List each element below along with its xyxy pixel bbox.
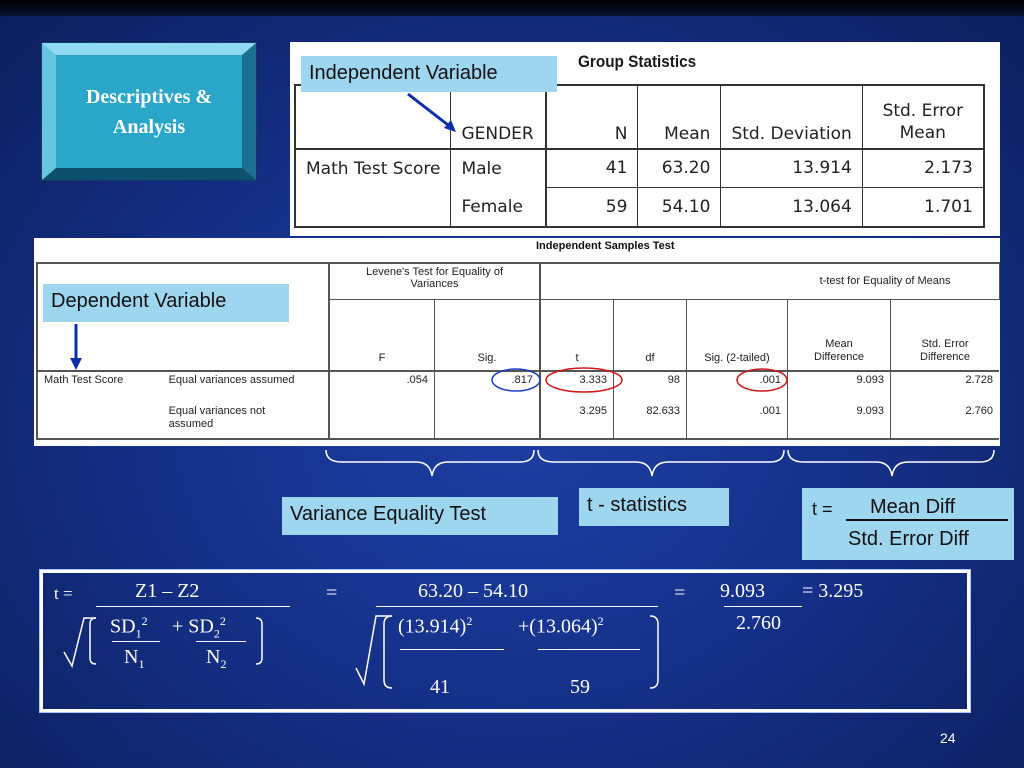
sd1-text: SD (110, 615, 136, 638)
sig-cell (435, 405, 541, 439)
header-mean-difference (788, 299, 891, 371)
f-cell: .054 (329, 371, 435, 405)
slide-title-box (41, 42, 257, 181)
gender-cell: Male (451, 149, 547, 187)
header-f: F (329, 299, 435, 371)
dependent-variable-callout: Dependent Variable (43, 284, 289, 322)
fraction-line (846, 519, 1008, 521)
f-cell (329, 405, 435, 439)
var1-sup: 2 (466, 614, 473, 628)
mean-cell: 54.10 (638, 187, 721, 227)
t-cell: 3.295 (540, 405, 614, 439)
independent-variable-arrow-icon (400, 88, 462, 138)
t-statistics-callout: t - statistics (579, 488, 729, 526)
independent-variable-callout: Independent Variable (301, 56, 557, 92)
header-df: df (614, 299, 687, 371)
ttest-header: t-test for Equality of Means (540, 263, 999, 299)
formula-n1-value: 41 (430, 676, 450, 698)
row-label: Math Test Score (37, 371, 163, 405)
sig-circle (492, 369, 540, 391)
n2-text: N (206, 646, 221, 668)
variance-equality-callout: Variance Equality Test (282, 497, 558, 535)
braces (320, 444, 1010, 494)
header-t: t (540, 299, 614, 371)
header-std-error-difference (891, 299, 1000, 371)
formula-result-denominator: 2.760 (736, 612, 781, 634)
sig2-circle (737, 369, 787, 391)
sd-cell: 13.064 (721, 187, 862, 227)
sd2-sup: 2 (219, 614, 226, 628)
n-cell: 41 (546, 149, 638, 187)
formula-eq-1: = (326, 582, 338, 604)
header-n: N (546, 85, 638, 149)
se-cell: 1.701 (862, 187, 984, 227)
t-circle (546, 368, 622, 392)
table-row (37, 405, 999, 439)
mean-cell: 63.20 (638, 149, 721, 187)
header-gender: GENDER (451, 85, 547, 149)
n2-sub: 2 (220, 657, 227, 671)
levene-header (329, 263, 540, 299)
t-cell: 3.333 (540, 371, 614, 405)
formula-z-numerator: Z1 – Z2 (135, 580, 200, 602)
fraction-line (724, 606, 802, 607)
mean-diff-label: Mean Diff (870, 496, 956, 518)
variance-label-cell (163, 371, 329, 405)
fraction-line (376, 606, 658, 607)
n1-text: N (124, 646, 139, 668)
std-error-diff-label: Std. Error Diff (848, 528, 969, 550)
sd-cell: 13.914 (721, 149, 862, 187)
formula-eq-2: = (674, 582, 686, 604)
formula-result: = 3.295 (802, 580, 864, 602)
header-mean: Mean (638, 85, 721, 149)
top-bar (0, 0, 1024, 16)
sd1-sup: 2 (141, 614, 148, 628)
slide-title: Descriptives & Analysis (56, 55, 242, 168)
group-statistics-table (294, 84, 985, 228)
header-sig: Sig. (435, 299, 541, 371)
highlight-circles (490, 366, 790, 396)
page-number: 24 (940, 730, 956, 746)
sqrt-bracket-left (60, 610, 270, 672)
header-std-error-difference-text: Std. Error Difference (920, 338, 970, 363)
brace-mean-diff (788, 450, 994, 476)
header-std-error-mean (862, 85, 984, 149)
sed-cell: 2.760 (891, 405, 1000, 439)
df-cell: 98 (614, 371, 687, 405)
sqrt-bracket-right (352, 610, 672, 694)
sd1-sub: 1 (135, 626, 142, 641)
levene-header-text: Levene's Test for Equality of Variances (365, 266, 504, 290)
table-row (295, 149, 984, 187)
sd2-sub: 2 (213, 626, 220, 641)
sig-cell: .817 (435, 371, 541, 405)
sig2-cell: .001 (687, 405, 788, 439)
var2-sup: 2 (597, 614, 604, 628)
fraction-line (96, 606, 290, 607)
variance-label-cell (163, 405, 329, 439)
df-cell: 82.633 (614, 405, 687, 439)
group-statistics-title: Group Statistics (578, 52, 697, 71)
n1-sub: 1 (138, 657, 145, 671)
table-row (295, 85, 984, 149)
table-cell (295, 187, 451, 227)
md-cell: 9.093 (788, 371, 891, 405)
sd2-text: + SD (172, 615, 214, 638)
se-cell: 2.173 (862, 149, 984, 187)
variance-label: Equal variances assumed (168, 374, 295, 386)
t-formula-callout (802, 488, 1014, 560)
row-label: Math Test Score (295, 149, 451, 187)
brace-variance (326, 450, 534, 476)
formula-n2-value: 59 (570, 676, 590, 698)
var1-text: (13.914) (398, 615, 467, 638)
gender-cell: Female (451, 187, 547, 227)
brace-t (538, 450, 784, 476)
t-eq-label: t = (812, 499, 833, 519)
table-row (295, 187, 984, 227)
header-std-deviation: Std. Deviation (721, 85, 862, 149)
header-mean-difference-text: Mean Difference (814, 338, 864, 363)
sig2-cell: .001 (687, 371, 788, 405)
formula-result-numerator: 9.093 (720, 580, 765, 602)
variance-label: Equal variances not assumed (168, 405, 266, 430)
table-cell (37, 405, 163, 439)
header-std-error-mean-text: Std. Error Mean (882, 101, 964, 143)
dependent-variable-arrow-icon (66, 322, 86, 372)
var2-text: +(13.064) (518, 615, 598, 638)
sed-cell: 2.728 (891, 371, 1000, 405)
md-cell: 9.093 (788, 405, 891, 439)
n-cell: 59 (546, 187, 638, 227)
formula-values-numerator: 63.20 – 54.10 (418, 580, 528, 602)
header-sig-2-tailed: Sig. (2-tailed) (687, 299, 788, 371)
independent-samples-title: Independent Samples Test (536, 240, 675, 252)
formula-t-eq: t = (54, 584, 73, 603)
